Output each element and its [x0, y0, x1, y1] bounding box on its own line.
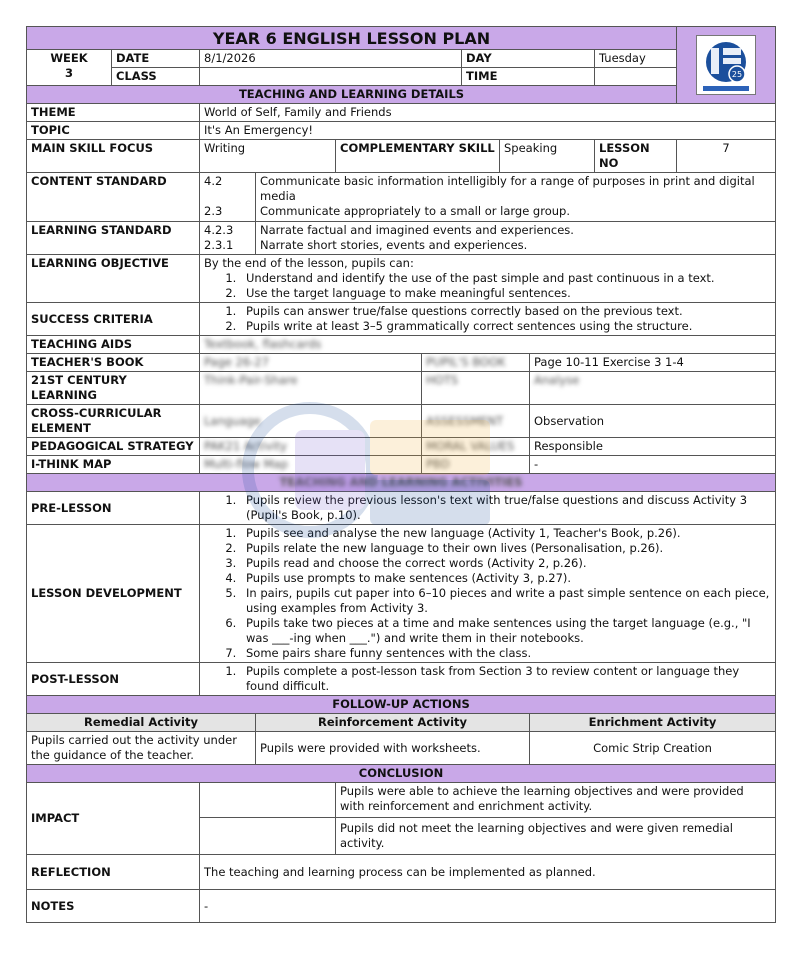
pb-value: Page 10-11 Exercise 3 1-4: [530, 354, 776, 372]
aids-value: Textbook, flashcards: [200, 336, 776, 354]
c21-label: 21ST CENTURY LEARNING: [27, 372, 200, 405]
development-label: LESSON DEVELOPMENT: [27, 525, 200, 663]
section-conclusion: CONCLUSION: [27, 765, 776, 783]
assess-label: ASSESSMENT: [422, 405, 530, 438]
pre-lesson-item: 1. Pupils review the previous lesson's text with true/false questions and discuss Activity 3 (Pupil's Book, p.10).: [240, 493, 771, 523]
theme-label: THEME: [27, 104, 200, 122]
hots-value: Analyse: [530, 372, 776, 405]
success-label: SUCCESS CRITERIA: [27, 303, 200, 336]
svg-text:25: 25: [731, 70, 743, 79]
impact-text-1: Pupils were able to achieve the learning objectives and were provided with reinforcement and enrichment activity.: [336, 783, 776, 818]
aids-label: TEACHING AIDS: [27, 336, 200, 354]
cce-label: CROSS-CURRICULAR ELEMENT: [27, 405, 200, 438]
day-label: DAY: [462, 50, 595, 68]
remedial-value: Pupils carried out the activity under the guidance of the teacher.: [27, 732, 256, 765]
theme-value: World of Self, Family and Friends: [200, 104, 776, 122]
assess-value: Observation: [530, 405, 776, 438]
enrichment-header: Enrichment Activity: [530, 714, 776, 732]
enrichment-value: Comic Strip Creation: [530, 732, 776, 765]
development-item: 3. Pupils read and choose the correct words (Activity 2, p.26).: [240, 556, 771, 571]
pbd-label: PBD: [422, 456, 530, 474]
development-value: [200, 525, 776, 663]
lesson-no-value: 7: [677, 140, 776, 173]
section-followup: FOLLOW-UP ACTIONS: [27, 696, 776, 714]
cce-value: Language: [200, 405, 422, 438]
impact-check-1: [200, 783, 336, 818]
class-label: CLASS: [112, 68, 200, 86]
pre-lesson-label: PRE-LESSON: [27, 492, 200, 525]
comp-skill-label: COMPLEMENTARY SKILL: [336, 140, 500, 173]
pb-label: PUPIL'S BOOK: [422, 354, 530, 372]
main-skill-value: Writing: [200, 140, 336, 173]
objective-item: 1. Understand and identify the use of the past simple and past continuous in a text.: [240, 271, 771, 286]
learning-text: Narrate factual and imagined events and experiences. Narrate short stories, events and experiences.: [256, 222, 776, 255]
reflection-value: The teaching and learning process can be implemented as planned.: [200, 855, 776, 890]
development-item: 5. In pairs, pupils cut paper into 6–10 pieces and write a past simple sentence on each piece, using examples from Activity 3.: [240, 586, 771, 616]
objective-label: LEARNING OBJECTIVE: [27, 255, 200, 303]
c21-value: Think-Pair-Share: [200, 372, 422, 405]
date-label: DATE: [112, 50, 200, 68]
remedial-header: Remedial Activity: [27, 714, 256, 732]
learning-standard-label: LEARNING STANDARD: [27, 222, 200, 255]
time-value: [595, 68, 677, 86]
objective-value: By the end of the lesson, pupils can: 1. Understand and identify the use of the past simple and past continuous in a text. 2. Use the target language to make meaningful sentences.: [200, 255, 776, 303]
learning-codes: 4.2.3 2.3.1: [200, 222, 256, 255]
tb-label: TEACHER'S BOOK: [27, 354, 200, 372]
pre-lesson-value: [200, 492, 776, 525]
lesson-no-label: LESSON NO: [595, 140, 677, 173]
development-item: 1. Pupils see and analyse the new language (Activity 1, Teacher's Book, p.26).: [240, 526, 771, 541]
ped-label: PEDAGOGICAL STRATEGY: [27, 438, 200, 456]
impact-check-2: [200, 818, 336, 855]
reinforcement-header: Reinforcement Activity: [256, 714, 530, 732]
logo-icon: [697, 36, 755, 94]
time-label: TIME: [462, 68, 595, 86]
notes-label: NOTES: [27, 890, 200, 923]
content-standard-label: CONTENT STANDARD: [27, 173, 200, 222]
moral-label: MORAL VALUES: [422, 438, 530, 456]
pbd-value: -: [530, 456, 776, 474]
ithink-value: Multi-flow Map: [200, 456, 422, 474]
post-lesson-value: [200, 663, 776, 696]
reflection-label: REFLECTION: [27, 855, 200, 890]
development-item: 6. Pupils take two pieces at a time and make sentences using the target language (e.g., "I was ___-ing when ___.") and write them in their notebooks.: [240, 616, 771, 646]
objective-item: 2. Use the target language to make meaningful sentences.: [240, 286, 771, 301]
page-title: YEAR 6 ENGLISH LESSON PLAN: [27, 27, 677, 50]
date-value: 8/1/2026: [200, 50, 462, 68]
ped-value: PAK21 Activity: [200, 438, 422, 456]
lesson-plan: [26, 26, 775, 923]
success-value: [200, 303, 776, 336]
impact-text-2: Pupils did not meet the learning objectives and were given remedial activity.: [336, 818, 776, 855]
week-cell: WEEK 3: [27, 50, 112, 86]
success-item: 2. Pupils write at least 3–5 grammatically correct sentences using the structure.: [240, 319, 771, 334]
lesson-plan-table: [26, 26, 776, 923]
moral-value: Responsible: [530, 438, 776, 456]
development-item: 4. Pupils use prompts to make sentences (Activity 3, p.27).: [240, 571, 771, 586]
comp-skill-value: Speaking: [500, 140, 595, 173]
post-lesson-item: 1. Pupils complete a post-lesson task from Section 3 to review content or language they found difficult.: [240, 664, 771, 694]
section-activities: TEACHING AND LEARNING ACTIVITIES: [27, 474, 776, 492]
notes-value: -: [200, 890, 776, 923]
content-codes: 4.2 2.3: [200, 173, 256, 222]
success-item: 1. Pupils can answer true/false questions correctly based on the previous text.: [240, 304, 771, 319]
reinforcement-value: Pupils were provided with worksheets.: [256, 732, 530, 765]
development-item: 7. Some pairs share funny sentences with the class.: [240, 646, 771, 661]
class-value: [200, 68, 462, 86]
school-logo: [696, 35, 756, 95]
impact-label: IMPACT: [27, 783, 200, 855]
development-item: 2. Pupils relate the new language to their own lives (Personalisation, p.26).: [240, 541, 771, 556]
day-value: Tuesday: [595, 50, 677, 68]
post-lesson-label: POST-LESSON: [27, 663, 200, 696]
ithink-label: I-THINK MAP: [27, 456, 200, 474]
section-teaching: TEACHING AND LEARNING DETAILS: [27, 86, 677, 104]
hots-label: HOTS: [422, 372, 530, 405]
topic-value: It's An Emergency!: [200, 122, 776, 140]
main-skill-label: MAIN SKILL FOCUS: [27, 140, 200, 173]
topic-label: TOPIC: [27, 122, 200, 140]
content-text: Communicate basic information intelligibly for a range of purposes in print and digital media Communicate appropriately to a small or large group.: [256, 173, 776, 222]
tb-value: Page 26-27: [200, 354, 422, 372]
logo-cell: [677, 27, 776, 104]
